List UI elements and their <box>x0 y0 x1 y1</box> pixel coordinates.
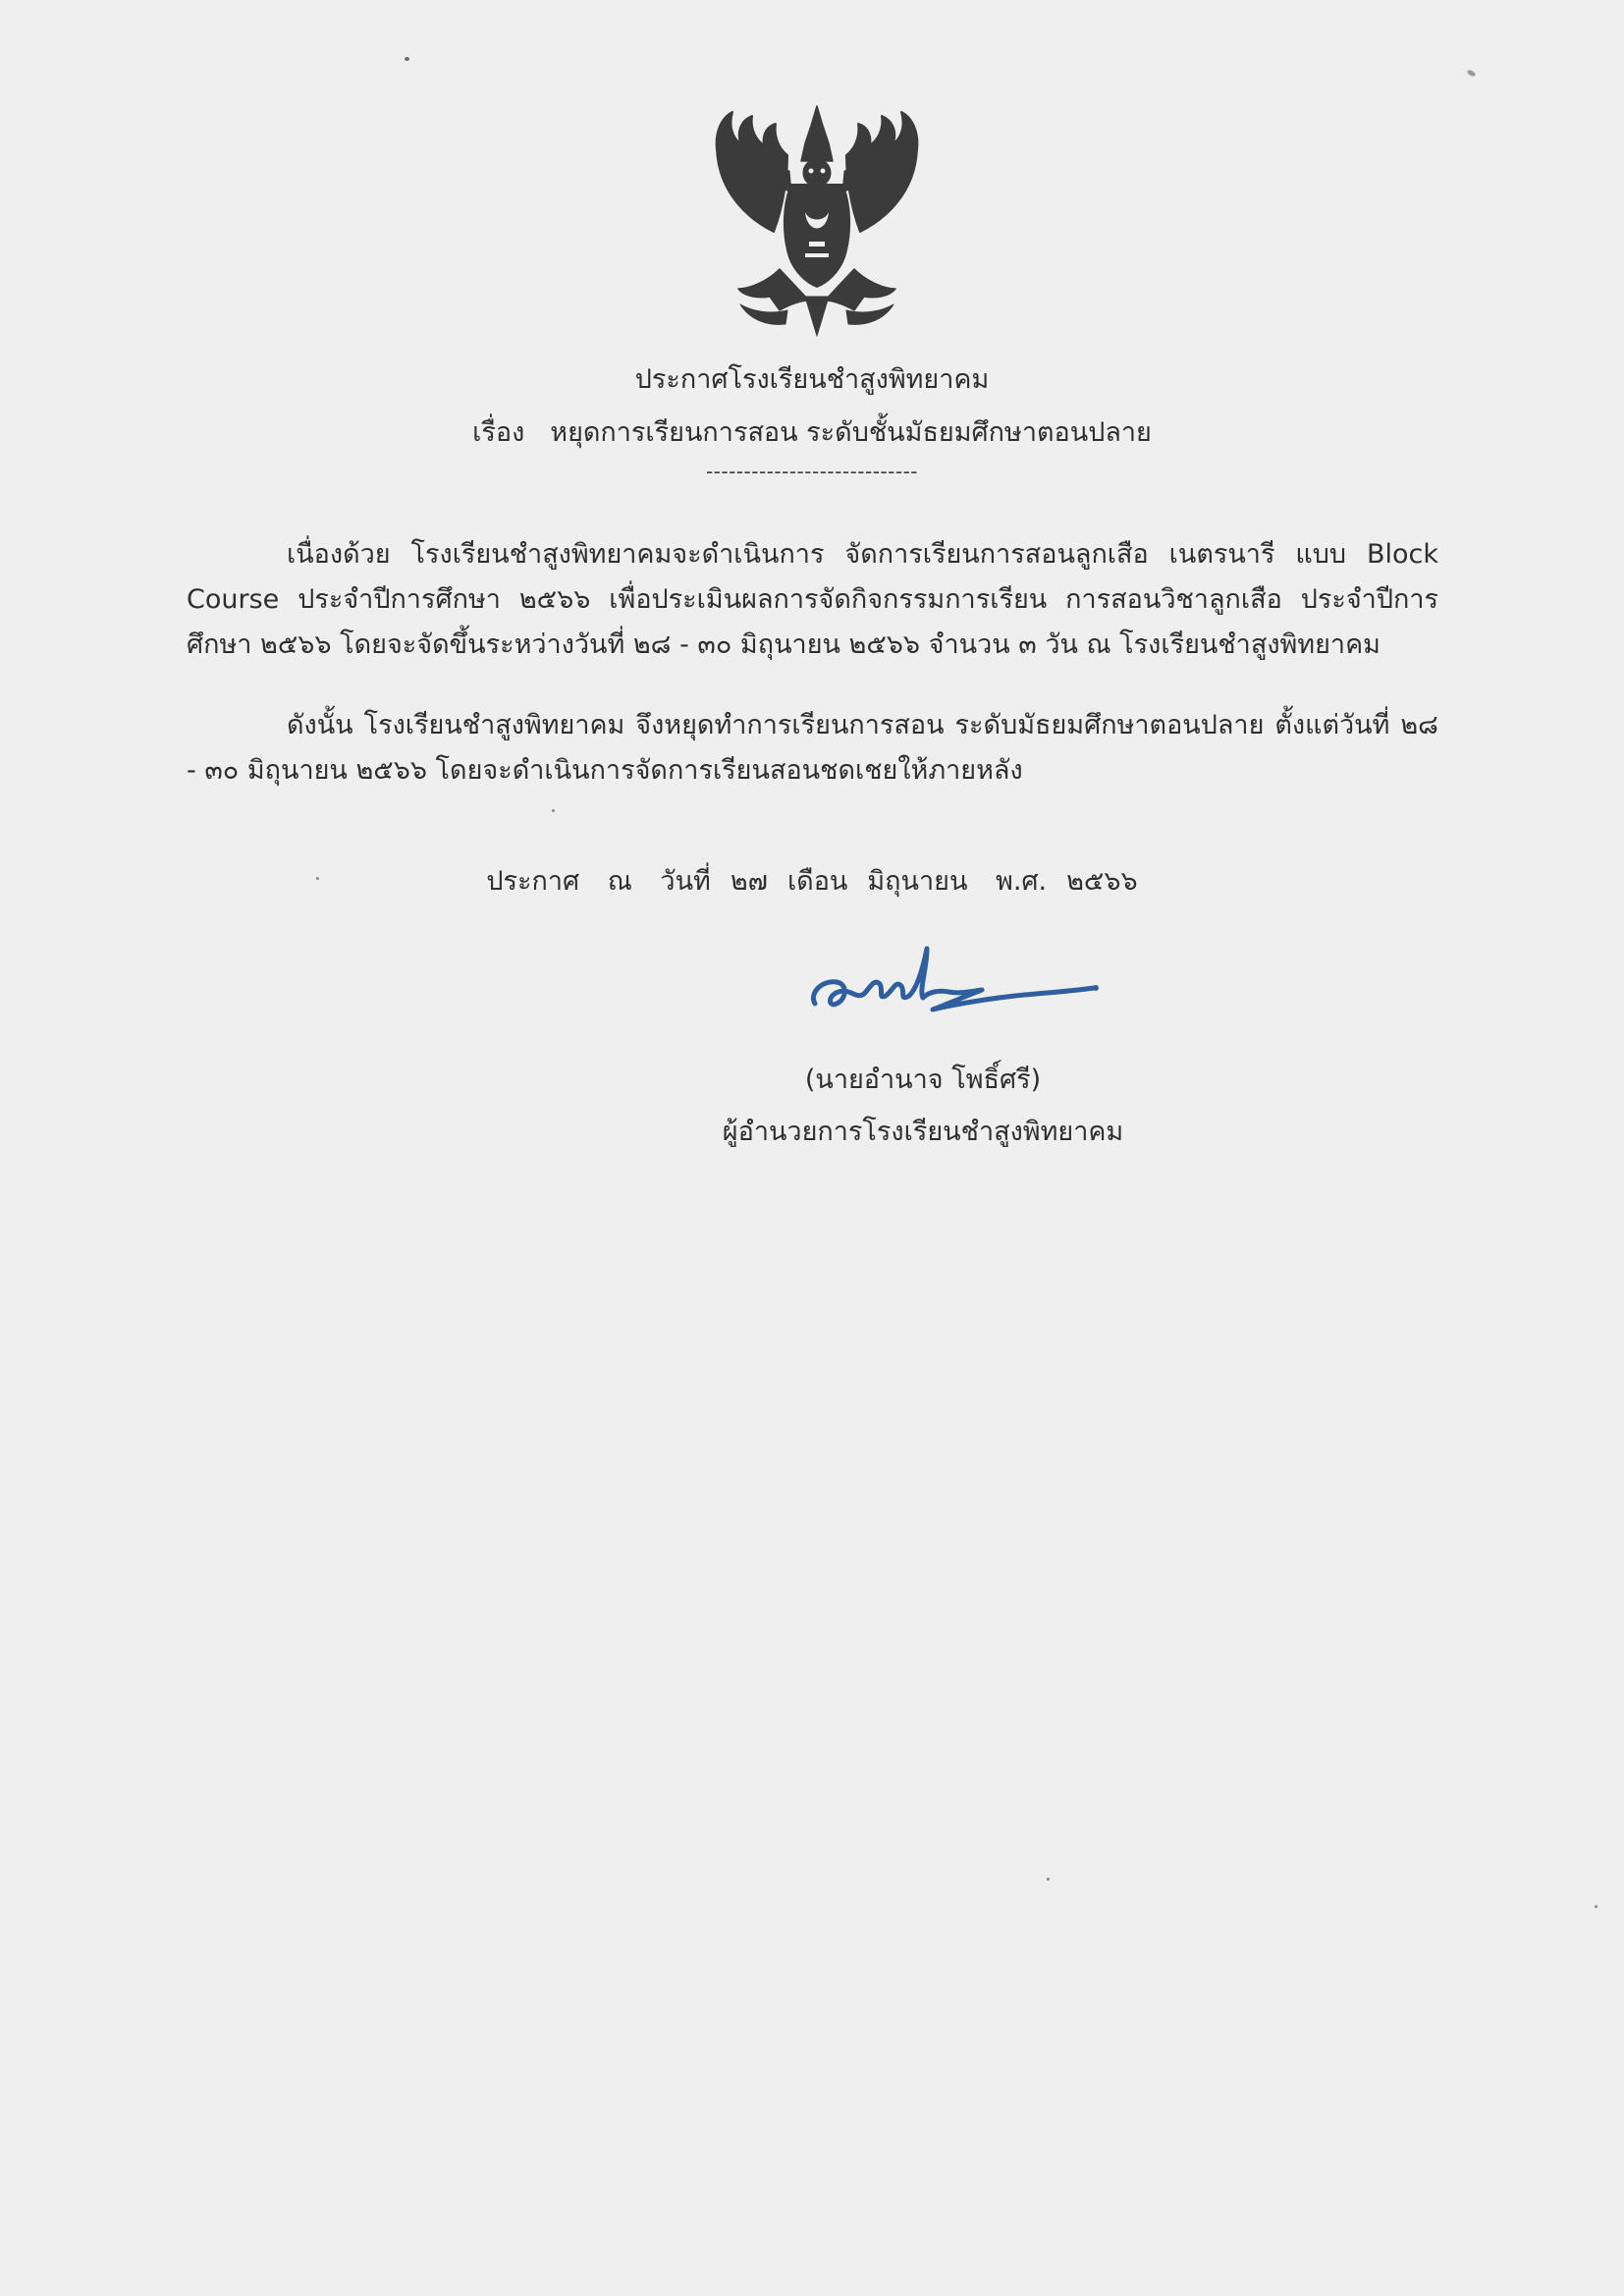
garuda-emblem-icon <box>711 104 923 342</box>
body-paragraph-2: ดังนั้น โรงเรียนชำสูงพิทยาคม จึงหยุดทำการเรียนการสอน ระดับมัธยมศึกษาตอนปลาย ตั้งแต่วันที่ ๒๘ - ๓๐ มิถุนายน ๒๕๖๖ โดยจะดำเนินการจัดการเรียนสอนชดเชยให้ภายหลัง <box>187 710 1438 786</box>
signer-name: (นายอำนาจ โพธิ์ศรี) <box>804 1065 1042 1095</box>
subject-label: เรื่อง <box>472 417 525 448</box>
scan-speck <box>1466 69 1476 78</box>
scan-speck <box>1595 1905 1597 1908</box>
announcement-subject <box>0 410 1624 453</box>
date-month-label: เดือน <box>786 866 848 897</box>
signer-position: ผู้อำนวยการโรงเรียนชำสูงพิทยาคม <box>722 1117 1124 1147</box>
body-paragraph-1: เนื่องด้วย โรงเรียนชำสูงพิทยาคมจะดำเนินการ จัดการเรียนการสอนลูกเสือ เนตรนารี แบบ Block Course ประจำปีการศึกษา ๒๕๖๖ เพื่อประเมินผลการจัดกิจกรรมการเรียน การสอนวิชาลูกเสือ ประจำปีการศึกษา ๒๕๖๖ โดยจะจัดขึ้นระหว่างวันที่ ๒๘ - ๓๐ มิถุนายน ๒๕๖๖ จำนวน ๓ วัน ณ โรงเรียนชำสูงพิทยาคม <box>187 539 1438 660</box>
title-separator: ---------------------------- <box>705 460 919 483</box>
announcement-date-line <box>0 859 1624 902</box>
date-year-label: พ.ศ. <box>996 866 1048 897</box>
date-day: ๒๗ <box>730 866 768 897</box>
scan-speck <box>1047 1878 1050 1881</box>
handwritten-signature-icon <box>801 935 1102 1025</box>
date-at: ณ <box>607 866 632 897</box>
announcement-title: ประกาศโรงเรียนชำสูงพิทยาคม <box>634 364 990 395</box>
scan-speck <box>405 57 409 61</box>
date-month: มิถุนายน <box>867 866 968 897</box>
date-year: ๒๕๖๖ <box>1066 866 1138 897</box>
date-day-label: วันที่ <box>660 866 711 897</box>
scan-speck <box>552 809 555 812</box>
subject-text: หยุดการเรียนการสอน ระดับชั้นมัธยมศึกษาตอนปลาย <box>550 417 1152 448</box>
date-prefix: ประกาศ <box>486 866 580 897</box>
